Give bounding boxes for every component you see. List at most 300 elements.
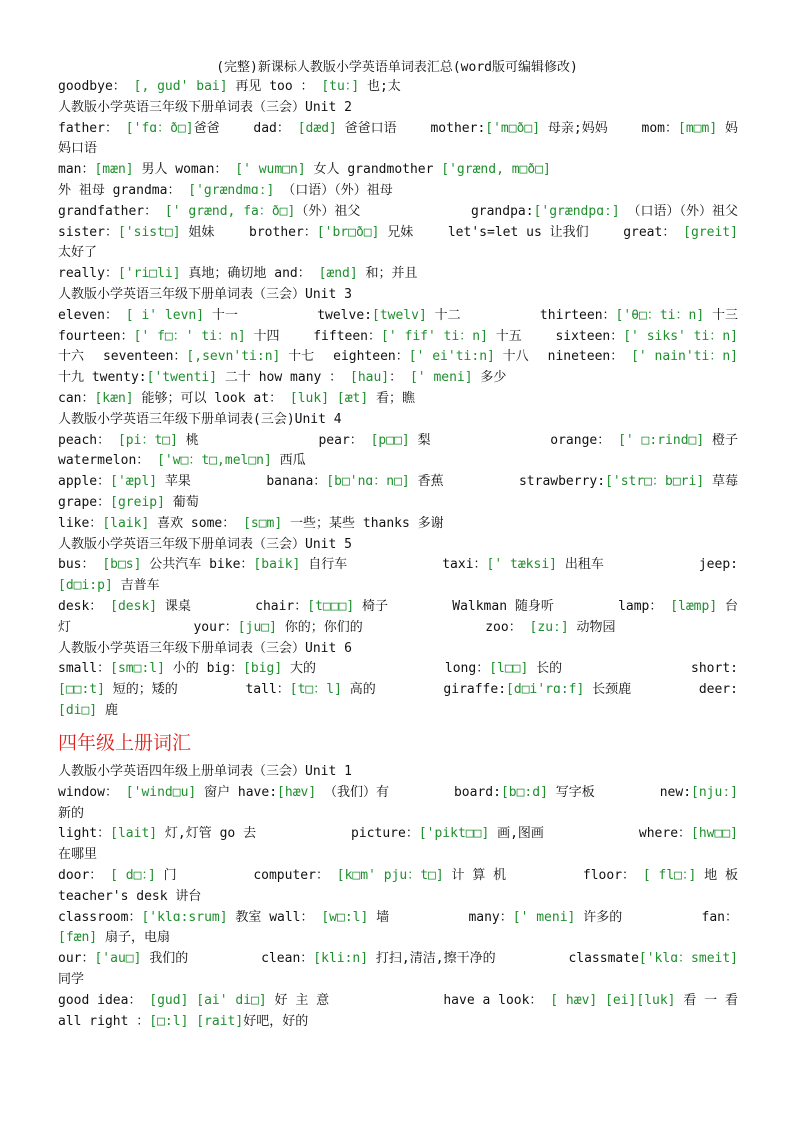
word-text: giraffe:	[443, 682, 507, 698]
word-entry	[58, 119, 220, 140]
text-line	[58, 639, 738, 660]
word-text: teacher's desk 讲台	[58, 888, 202, 904]
word-entry	[448, 223, 589, 244]
word-text: 和；并且	[357, 266, 418, 282]
text-line	[58, 223, 738, 244]
text-line	[58, 970, 738, 991]
text-line	[58, 618, 738, 639]
phonetic-text: [hau]	[350, 370, 390, 386]
word-text: 十四	[245, 328, 280, 344]
phonetic-text: [ d□：]	[110, 867, 156, 883]
word-text: all right ：	[58, 1013, 150, 1029]
word-entry	[548, 347, 738, 368]
word-text: 人教版小学英语四年级上册单词表（三会）Unit 1	[58, 764, 352, 779]
word-text: 再见 too ：	[227, 79, 322, 94]
text-line	[58, 991, 738, 1012]
phonetic-text: [lait]	[110, 826, 158, 842]
word-text: orange：	[550, 432, 619, 448]
word-text: floor：	[582, 867, 643, 883]
phonetic-text: [kæn]	[94, 390, 134, 406]
phonetic-text: [luk]	[289, 390, 330, 406]
word-text: fan：	[701, 909, 738, 925]
phonetic-text: [ei]	[605, 992, 637, 1008]
word-text	[329, 391, 337, 406]
phonetic-text: [pi：t□]	[117, 432, 178, 448]
word-entry	[519, 472, 738, 493]
word-text: classmate	[568, 951, 639, 967]
phonetic-text: ['æpl]	[110, 474, 158, 490]
word-text: 十二	[426, 307, 461, 323]
phonetic-text: [k□m' pju：t□]	[336, 867, 444, 883]
word-text: thirteen：	[539, 307, 616, 323]
word-text: 出租车	[557, 557, 604, 573]
word-text: seventeen：	[102, 349, 187, 365]
word-text	[597, 993, 605, 1008]
phonetic-text: [ænd]	[318, 266, 358, 282]
word-entry	[351, 824, 544, 845]
phonetic-text: ['pikt□□]	[418, 826, 490, 842]
word-text: 人教版小学英语三年级下册单词表（三会）Unit 2	[58, 99, 352, 115]
phonetic-text: [w□:l]	[321, 909, 369, 925]
word-text: 看 一 看	[675, 992, 738, 1008]
word-text: 一些；某些 thanks 多谢	[282, 515, 444, 531]
word-text: 写字板	[547, 784, 595, 800]
text-line	[58, 555, 738, 576]
word-entry	[313, 327, 522, 348]
phonetic-text: ['str□：b□ri]	[605, 474, 705, 490]
word-text: let's=let us 让我们	[447, 224, 589, 240]
word-text: 看；瞧	[368, 390, 416, 406]
word-text: taxi：	[442, 557, 487, 573]
word-text: father：	[58, 120, 126, 136]
word-text: watermelon：	[58, 453, 158, 469]
word-text: 男人 woman：	[133, 162, 236, 178]
word-text: （口语）（外）祖母	[274, 182, 393, 198]
word-entry	[443, 680, 631, 701]
word-text: peach：	[58, 432, 118, 448]
word-entry	[58, 555, 347, 576]
phonetic-text: [,sevn'ti:n]	[186, 349, 281, 365]
word-text: 爸爸	[193, 120, 220, 136]
word-text: 我们的	[141, 951, 189, 967]
word-entry	[103, 347, 314, 368]
word-text: strawberry:	[518, 474, 606, 490]
word-text: 也;太	[359, 79, 401, 94]
word-text: 十七	[280, 349, 315, 365]
word-text: computer：	[253, 867, 337, 883]
word-text: 草莓	[704, 474, 738, 490]
word-text: 桃	[177, 432, 199, 448]
text-line	[58, 783, 738, 804]
word-text: 你的；你们的	[276, 619, 363, 635]
text-line	[58, 389, 738, 410]
text-line	[58, 306, 738, 327]
word-text: （口语）（外）祖父	[619, 203, 738, 219]
word-text: 灯	[58, 619, 72, 635]
word-text: 好 主 意	[266, 992, 330, 1008]
word-text: zoo：	[485, 619, 530, 635]
word-text: 二十 how many ：	[217, 370, 350, 386]
word-text: 姐妹	[180, 224, 215, 240]
phonetic-text: [big]	[243, 661, 283, 677]
phonetic-text: [d□i'rɑ:f]	[506, 682, 585, 698]
phonetic-text: ['klɑ:srum]	[141, 909, 228, 925]
word-text: 十六	[58, 349, 85, 365]
phonetic-text: [ hæv]	[550, 992, 598, 1008]
word-entry	[540, 306, 738, 327]
phonetic-text: [' nain'ti：n]	[631, 349, 738, 365]
text-line	[58, 576, 738, 597]
section-title: 四年级上册词汇	[58, 732, 192, 754]
phonetic-text: [kli:n]	[313, 951, 369, 967]
word-text: 长颈鹿	[584, 682, 632, 698]
phonetic-text: [' □:rind□]	[618, 432, 705, 448]
phonetic-text: [tu：]	[321, 79, 360, 94]
text-line	[58, 431, 738, 452]
word-text: 十五	[487, 328, 522, 344]
word-text: 女人 grandmother	[305, 162, 442, 178]
text-line	[58, 762, 738, 783]
word-text: 窗户 have:	[196, 784, 278, 800]
word-text: our：	[58, 951, 95, 967]
word-text: short:	[691, 661, 738, 677]
word-text: 大的	[282, 661, 317, 677]
word-text: 太好了	[58, 245, 98, 261]
word-text: 葡萄	[164, 494, 199, 510]
phonetic-text: [p□□]	[370, 432, 410, 448]
word-entry	[702, 908, 738, 929]
word-text: picture：	[351, 826, 419, 842]
word-entry	[58, 783, 389, 804]
word-text: small：	[58, 661, 111, 677]
phonetic-text: [b□:d]	[500, 784, 548, 800]
word-entry	[583, 866, 738, 887]
text-line	[58, 887, 738, 908]
phonetic-text: ['br□ð□]	[316, 224, 380, 240]
phonetic-text: ['grænd, m□ð□]	[441, 162, 551, 178]
phonetic-text: [' wum□n]	[235, 162, 306, 178]
word-text: （外）祖父	[295, 203, 361, 219]
word-entry	[442, 555, 604, 576]
word-text: good idea：	[58, 992, 150, 1008]
phonetic-text: ['θ□：ti：n]	[615, 307, 705, 323]
word-text: fourteen：	[58, 328, 134, 344]
word-text: goodbye：	[58, 79, 134, 94]
phonetic-text: [ fl□：]	[642, 867, 697, 883]
word-entry	[58, 306, 238, 327]
text-line	[58, 514, 738, 535]
word-text: sixteen：	[555, 328, 624, 344]
word-entry	[318, 431, 430, 452]
word-entry	[618, 597, 738, 618]
word-entry	[249, 223, 413, 244]
phonetic-text: ['ri□li]	[117, 266, 181, 282]
word-text: 扇子，电扇	[97, 930, 170, 946]
word-text: new:	[659, 784, 692, 800]
text-line	[58, 804, 738, 825]
phonetic-text: [' meni]	[409, 370, 473, 386]
word-text: 自行车	[300, 557, 348, 573]
word-entry	[699, 680, 738, 701]
phonetic-text: [' meni]	[512, 909, 576, 925]
word-text: classroom：	[58, 909, 142, 925]
word-text: eighteen：	[333, 349, 409, 365]
phonetic-text: [læmp]	[670, 598, 718, 614]
phonetic-text: [zuː]	[529, 619, 569, 635]
word-text: mom：	[641, 120, 679, 136]
word-text: 喜欢 some：	[149, 515, 244, 531]
word-entry	[333, 347, 529, 368]
phonetic-text: ['klɑ：smeit]	[638, 951, 738, 967]
word-entry	[58, 991, 329, 1012]
text-line	[58, 680, 738, 701]
word-text: 人教版小学英语三年级下册单词表（三会）Unit 3	[58, 286, 352, 302]
text-line	[58, 949, 738, 970]
text-line	[58, 410, 738, 431]
phonetic-text: [desk]	[110, 598, 158, 614]
vocab-list-grade3	[58, 77, 738, 722]
word-text: can：	[58, 390, 95, 406]
phonetic-text: [' tæksi]	[486, 557, 557, 573]
text-line	[58, 659, 738, 680]
word-entry	[623, 223, 738, 244]
word-text: long：	[444, 661, 490, 677]
word-text: man：	[58, 162, 95, 178]
word-text: jeep:	[698, 557, 738, 573]
word-text: 人教版小学英语三年级下册单词表(三会)Unit 4	[58, 411, 342, 427]
word-entry	[452, 597, 554, 618]
phonetic-text: [gud]	[149, 992, 189, 1008]
phonetic-text: [ i' levn]	[125, 307, 205, 323]
word-text: Walkman 随身听	[452, 598, 554, 614]
word-text: 小的 big：	[164, 661, 244, 677]
word-entry	[58, 618, 71, 639]
phonetic-text: [, gud' bai]	[133, 79, 228, 94]
phonetic-text: [twelv]	[372, 307, 427, 323]
word-text: grape：	[58, 494, 111, 510]
word-text: door：	[58, 867, 111, 883]
word-text: have a look：	[443, 992, 551, 1008]
text-line	[58, 181, 738, 202]
text-line	[58, 77, 738, 98]
phonetic-text: [b□s]	[102, 557, 142, 573]
word-text: 墙	[368, 909, 390, 925]
word-entry	[468, 908, 622, 929]
word-text: ：	[389, 370, 410, 386]
phonetic-text: [ai' di□]	[196, 992, 267, 1008]
word-text: 短的；矮的	[104, 682, 178, 698]
phonetic-text: ['sist□]	[117, 224, 181, 240]
text-line	[58, 451, 738, 472]
text-line	[58, 845, 738, 866]
phonetic-text: [laik]	[102, 515, 150, 531]
word-text: 打扫,清洁,擦干净的	[368, 951, 496, 967]
word-text: eleven：	[58, 307, 126, 323]
word-text: window：	[58, 784, 126, 800]
word-text: 吉普车	[112, 578, 160, 594]
phonetic-text: ['wind□u]	[125, 784, 197, 800]
text-line	[58, 866, 738, 887]
text-line	[58, 472, 738, 493]
word-text: 十三	[704, 307, 738, 323]
word-text: 十九 twenty:	[58, 370, 147, 386]
word-entry	[58, 680, 178, 701]
word-entry	[58, 597, 191, 618]
word-text: 母亲;妈妈	[540, 120, 608, 136]
word-entry	[255, 597, 388, 618]
word-text: 人教版小学英语三年级下册单词表（三会）Unit 6	[58, 640, 352, 656]
word-text: 许多的	[575, 909, 623, 925]
word-text: really：	[58, 266, 118, 282]
word-text: 爸爸口语	[336, 120, 397, 136]
phonetic-text: [rait]	[196, 1013, 244, 1029]
text-line	[58, 824, 738, 845]
word-text: desk：	[58, 598, 111, 614]
word-text: pear：	[318, 432, 371, 448]
word-text: 计 算 机	[443, 867, 507, 883]
word-text: 公共汽车 bike：	[141, 557, 254, 573]
word-text: 同学	[58, 971, 85, 987]
phonetic-text: ['grændmɑː]	[188, 182, 275, 198]
word-entry	[58, 347, 84, 368]
word-text: great：	[623, 224, 684, 240]
text-line	[58, 119, 738, 140]
word-entry	[445, 659, 562, 680]
word-entry	[58, 202, 360, 223]
word-text: 椅子	[354, 598, 389, 614]
word-text: twelve:	[317, 307, 372, 323]
word-text: 十一	[204, 307, 238, 323]
word-text: 橙子	[704, 432, 738, 448]
phonetic-text: [ju□]	[237, 619, 277, 635]
word-entry	[245, 680, 375, 701]
word-entry	[253, 866, 506, 887]
word-entry	[443, 991, 738, 1012]
phonetic-text: [fæn]	[58, 930, 98, 946]
word-entry	[58, 431, 199, 452]
word-text: grandpa:	[470, 203, 534, 219]
word-entry	[58, 472, 191, 493]
phonetic-text: ['m□ð□]	[485, 120, 541, 136]
word-text: banana：	[266, 474, 327, 490]
word-text: mother:	[430, 120, 486, 136]
word-text: where：	[638, 826, 692, 842]
phonetic-text: [æt]	[336, 390, 369, 406]
phonetic-text: [dæd]	[297, 120, 337, 136]
phonetic-text: [' ei'ti:n]	[408, 349, 495, 365]
phonetic-text: [sm□:l]	[110, 661, 165, 677]
word-entry	[266, 472, 443, 493]
text-line	[58, 908, 738, 929]
word-text: 香蕉	[409, 474, 444, 490]
word-entry	[660, 783, 738, 804]
word-text: 动物园	[568, 619, 616, 635]
word-entry	[317, 306, 460, 327]
phonetic-text: [luk]	[636, 992, 676, 1008]
word-entry	[699, 555, 738, 576]
text-line	[58, 701, 738, 722]
text-line	[58, 160, 738, 181]
text-line	[58, 347, 738, 368]
text-line	[58, 368, 738, 389]
word-entry	[58, 824, 256, 845]
text-line	[58, 493, 738, 514]
word-text: 外 祖母 grandma：	[58, 182, 189, 198]
word-text: （我们）有	[316, 784, 390, 800]
word-text: clean：	[261, 951, 314, 967]
phonetic-text: [l□□]	[489, 661, 529, 677]
word-text: 兄妹	[379, 224, 414, 240]
phonetic-text: [hæv]	[277, 784, 317, 800]
word-entry	[58, 949, 188, 970]
word-text: 人教版小学英语三年级下册单词表（三会）Unit 5	[58, 536, 352, 552]
word-text: 真地；确切地 and：	[180, 266, 319, 282]
phonetic-text: [' siks' ti：n]	[623, 328, 738, 344]
phonetic-text: [hw□□]	[691, 826, 738, 842]
word-entry	[691, 659, 738, 680]
text-line	[58, 535, 738, 556]
phonetic-text: [' fif' ti：n]	[381, 328, 488, 344]
phonetic-text: ['au□]	[94, 951, 142, 967]
phonetic-text: [t□：l]	[289, 682, 342, 698]
text-line	[58, 327, 738, 348]
word-text: 梨	[409, 432, 431, 448]
word-text: 台	[717, 598, 738, 614]
text-line	[58, 597, 738, 618]
word-text: 妈	[717, 120, 738, 136]
phonetic-text: [di□]	[58, 702, 98, 718]
phonetic-text: [□□:t]	[58, 682, 105, 698]
word-text: 灯,灯管 go 去	[157, 826, 257, 842]
word-entry	[253, 119, 396, 140]
phonetic-text: [' grænd, fa：ð□]	[164, 203, 296, 219]
word-entry	[58, 659, 316, 680]
phonetic-text: [baik]	[253, 557, 301, 573]
word-entry	[58, 223, 214, 244]
word-text: 新的	[58, 805, 85, 821]
word-entry	[639, 824, 738, 845]
word-entry	[193, 618, 362, 639]
word-text: 好吧，好的	[243, 1013, 309, 1029]
word-entry	[261, 949, 495, 970]
word-entry	[58, 866, 177, 887]
text-line	[58, 285, 738, 306]
text-line	[58, 264, 738, 285]
word-text: 长的	[528, 661, 563, 677]
word-entry	[555, 327, 738, 348]
word-text: lamp：	[618, 598, 671, 614]
text-line	[58, 928, 738, 949]
word-text: tall：	[245, 682, 290, 698]
word-text: dad：	[253, 120, 298, 136]
phonetic-text: [greit]	[683, 224, 738, 240]
word-text: 画,图画	[489, 826, 544, 842]
word-text: bus：	[58, 557, 103, 573]
word-entry	[58, 908, 389, 929]
word-text: 西瓜	[271, 453, 306, 469]
word-text: 教室 wall：	[227, 909, 322, 925]
phonetic-text: [b□'nɑ：n□]	[326, 474, 410, 490]
word-text: fifteen：	[313, 328, 382, 344]
word-text: grandfather：	[58, 203, 165, 219]
word-text: brother：	[249, 224, 317, 240]
document-header: (完整)新课标人教版小学英语单词表汇总(word版可编辑修改)	[216, 60, 578, 75]
word-entry	[642, 119, 738, 140]
word-text: 妈口语	[58, 141, 98, 157]
phonetic-text: [mæn]	[94, 162, 134, 178]
text-line	[58, 202, 738, 223]
phonetic-text: ['w□：t□,mel□n]	[157, 453, 272, 469]
